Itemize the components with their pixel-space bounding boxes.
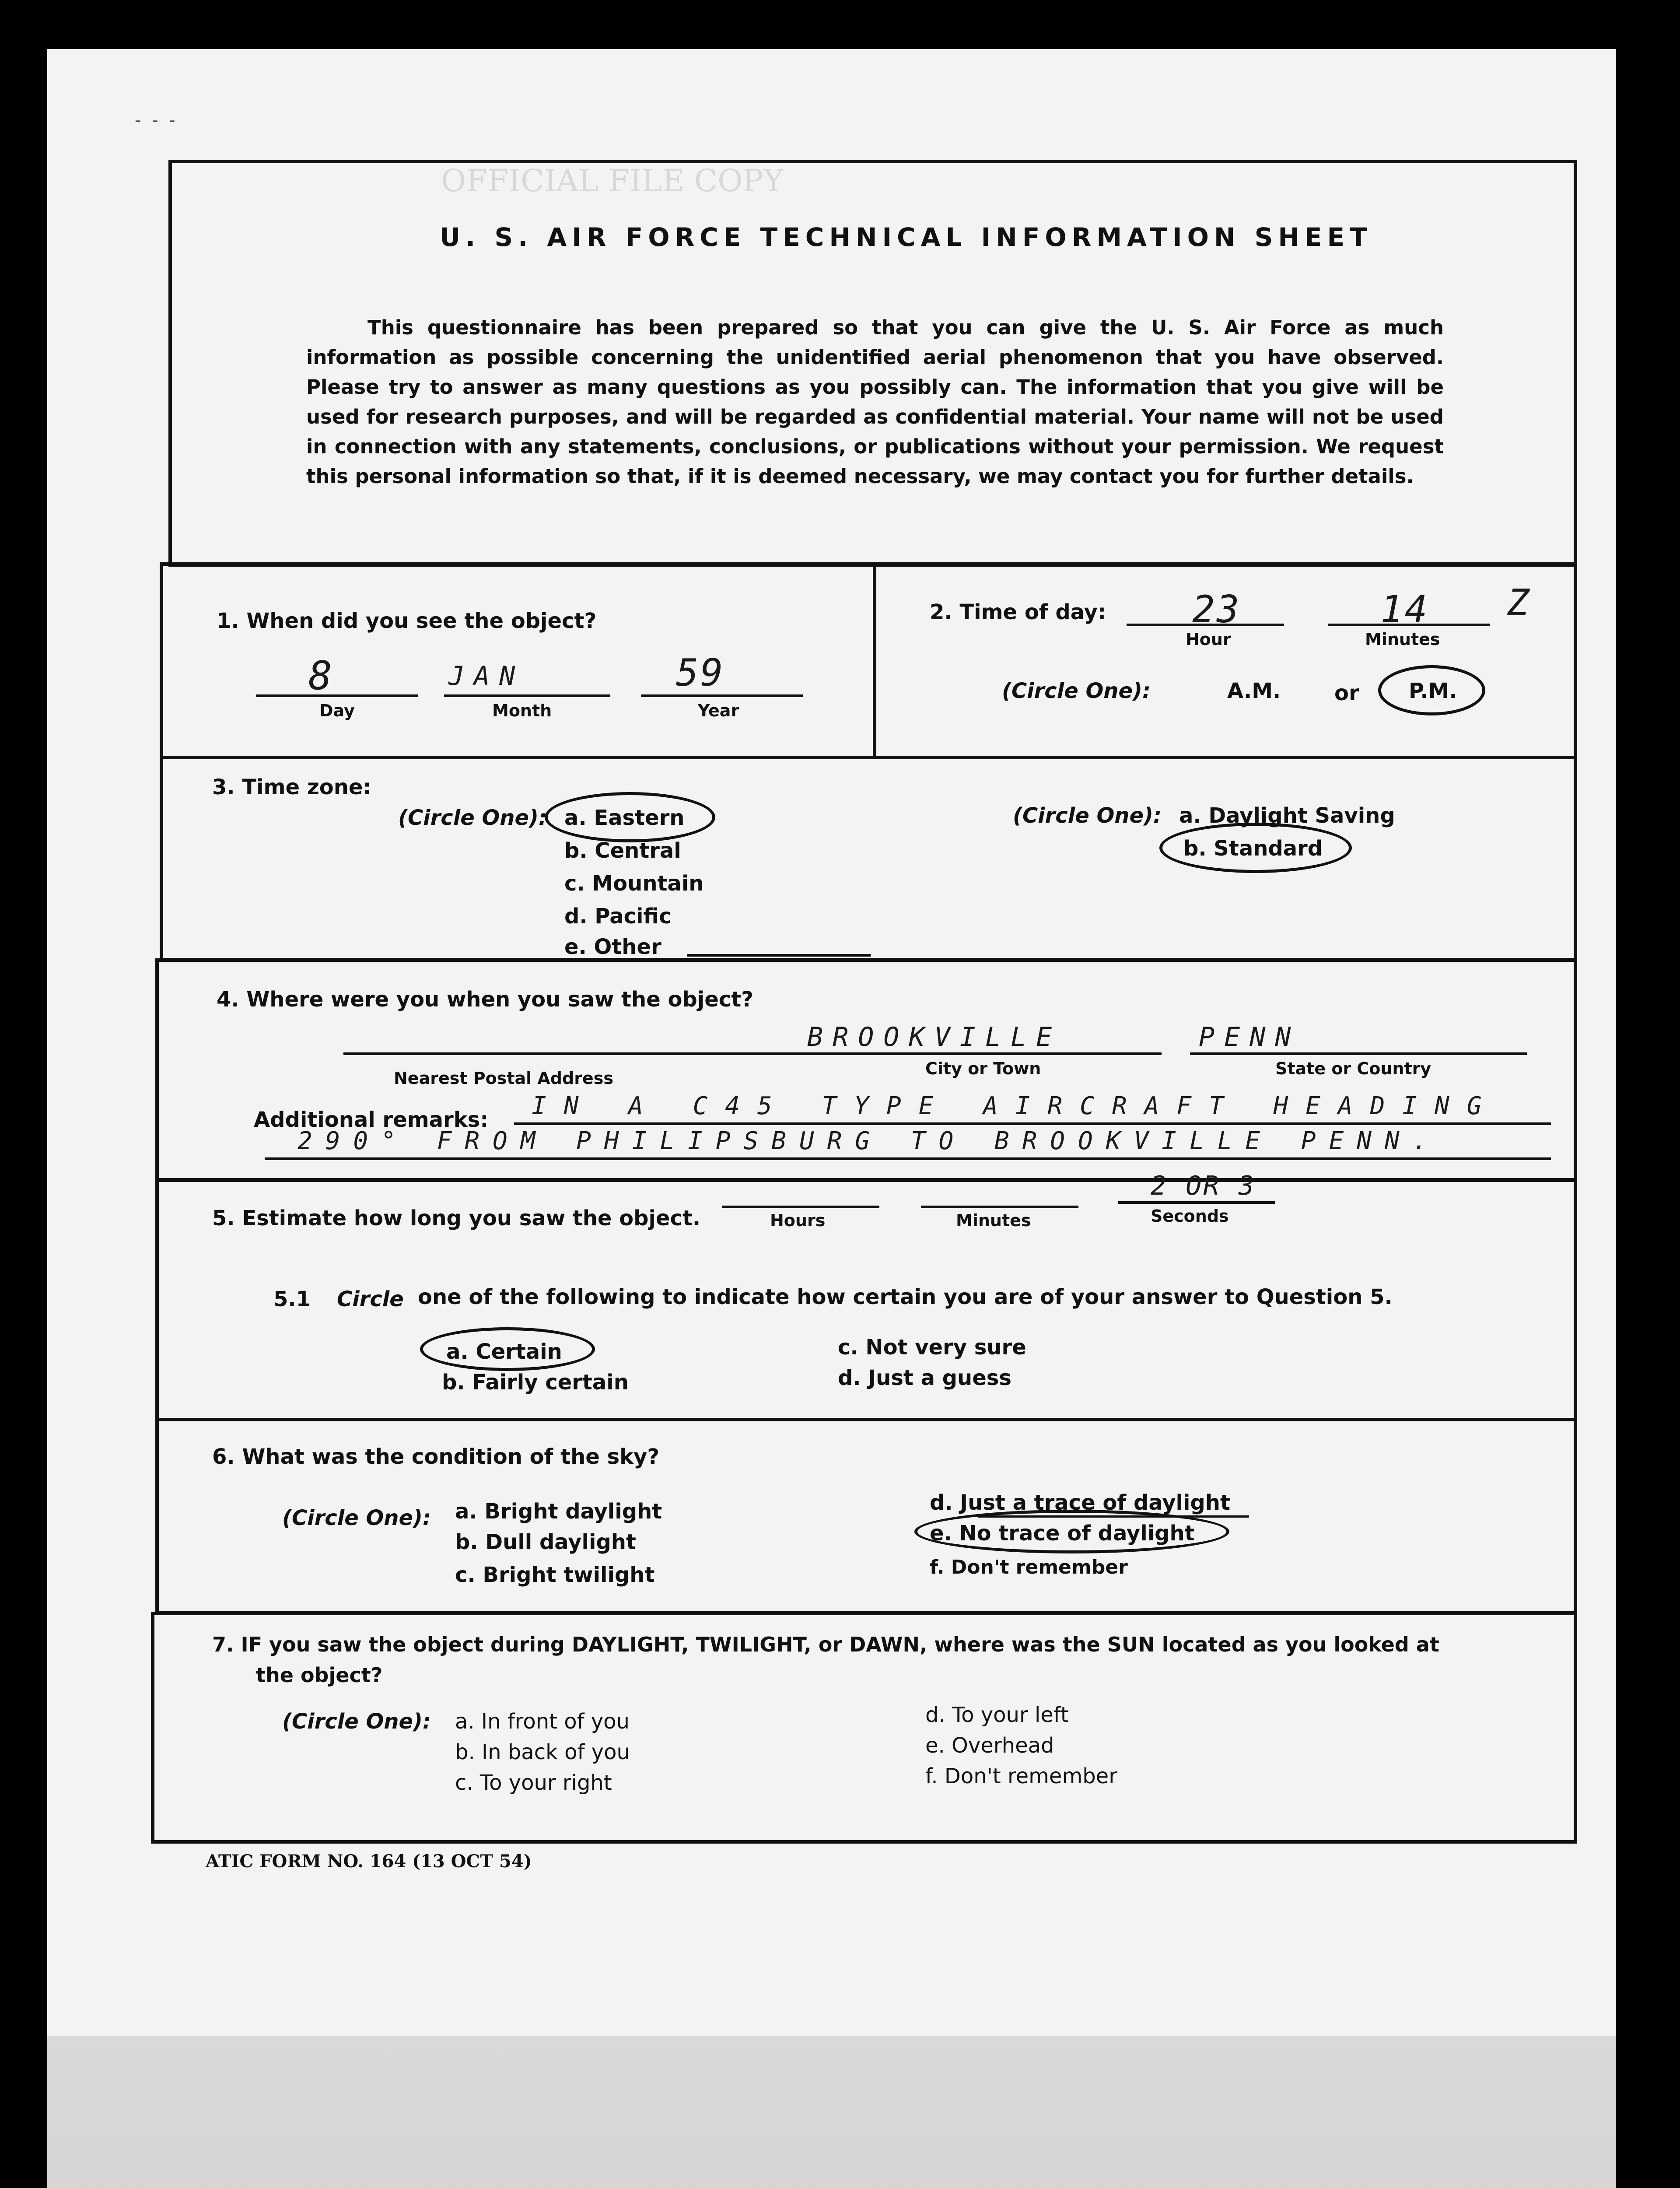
q2-pm: P.M. — [1409, 679, 1457, 703]
q4-state-value: PENN — [1199, 1022, 1301, 1052]
q2-question: 2. Time of day: — [930, 600, 1106, 624]
q6-option-e-circle — [914, 1510, 1229, 1553]
q4-remarks-line-1: IN A C45 TYPE AIRCRAFT HEADING — [532, 1092, 1499, 1120]
q1-month-line — [444, 694, 610, 697]
q6-circle-one: (Circle One): — [282, 1506, 431, 1530]
q3-question: 3. Time zone: — [212, 775, 371, 799]
q3-standard: b. Standard — [1183, 836, 1323, 861]
q4-remarks-underline-1 — [514, 1122, 1551, 1125]
q5-option-just-a-guess: d. Just a guess — [838, 1366, 1012, 1390]
q1-month-value: JAN — [448, 661, 525, 691]
q7-option-c: c. To your right — [455, 1771, 612, 1795]
q2-minutes-line — [1328, 624, 1490, 626]
q5-seconds-label: Seconds — [1151, 1206, 1229, 1226]
q3-daylight-saving: a. Daylight Saving — [1179, 803, 1395, 828]
q5-option-not-very-sure: c. Not very sure — [838, 1335, 1026, 1360]
q3-zone-eastern: a. Eastern — [564, 806, 685, 830]
q1-q2-divider — [873, 562, 876, 759]
q1-year-value: 59 — [676, 651, 725, 695]
q4-city-line — [798, 1052, 1162, 1055]
q7-option-d: d. To your left — [925, 1703, 1069, 1727]
q3-zone-mountain: c. Mountain — [564, 871, 704, 896]
q2-hour-label: Hour — [1186, 630, 1231, 649]
q4-city-value: BROOKVILLE — [807, 1022, 1062, 1052]
q2-minutes-label: Minutes — [1365, 630, 1440, 649]
q3-circle-one: (Circle One): — [398, 806, 547, 830]
q6-option-f: f. Don't remember — [930, 1556, 1128, 1578]
q2-hour-value: 23 — [1192, 588, 1241, 631]
q1-year-line — [641, 694, 803, 697]
q3-circle-one-2: (Circle One): — [1013, 803, 1162, 828]
q6-question: 6. What was the condition of the sky? — [212, 1445, 660, 1469]
q5-seconds-line — [1118, 1201, 1275, 1204]
corner-mark: - - - — [135, 110, 178, 130]
q3-zone-other: e. Other — [564, 935, 662, 959]
q4-postal-line — [343, 1052, 829, 1055]
form-intro: This questionnaire has been prepared so that you can give the U. S. Air Force as much information as possible concerning the unidentified aerial phenomenon that you have observed. Please try to answer as many questions as you possibly can. The information that you give will be used for research purposes, and will be regarded as confidential material. Your name will not be used in connection with any statements, conclusions, or publications without your permission. We request this personal information so that, if it is deemed necessary, we may contact you for further details. — [306, 316, 1444, 488]
q6-option-d: d. Just a trace of daylight — [930, 1490, 1230, 1515]
q5-minutes-label: Minutes — [956, 1211, 1031, 1230]
q51-question: one of the following to indicate how certain you are of your answer to Question 5. — [418, 1285, 1393, 1309]
q51-circle-word: Circle — [337, 1287, 404, 1311]
form-title: U. S. AIR FORCE TECHNICAL INFORMATION SHEET — [440, 222, 1372, 252]
q6-option-b: b. Dull daylight — [455, 1530, 636, 1554]
q7-circle-one: (Circle One): — [282, 1709, 431, 1734]
q7-option-b: b. In back of you — [455, 1740, 630, 1764]
q4-remarks-label: Additional remarks: — [254, 1108, 489, 1132]
q3-zone-pacific: d. Pacific — [564, 904, 672, 929]
scan-background — [47, 2036, 1616, 2188]
q1-q2-box — [160, 562, 1577, 759]
q4-remarks-underline-2 — [265, 1157, 1551, 1160]
q4-state-label: State or Country — [1275, 1059, 1432, 1078]
q5-minutes-line — [921, 1206, 1078, 1208]
q5-hours-label: Hours — [770, 1211, 826, 1230]
q2-pm-circle — [1378, 665, 1485, 715]
q3-box — [160, 756, 1577, 961]
q4-state-line — [1190, 1052, 1527, 1055]
q6-option-c: c. Bright twilight — [455, 1563, 655, 1587]
q2-am: A.M. — [1227, 679, 1281, 703]
form-number: ATIC FORM NO. 164 (13 OCT 54) — [206, 1851, 532, 1872]
q1-month-label: Month — [492, 701, 552, 720]
q3-zone-central: b. Central — [564, 838, 681, 863]
q6-option-e: e. No trace of daylight — [930, 1521, 1195, 1546]
q1-day-label: Day — [319, 701, 355, 720]
q1-day-line — [256, 694, 418, 697]
q4-question: 4. Where were you when you saw the object? — [217, 987, 754, 1012]
q5-seconds-value: 2 OR 3 — [1151, 1171, 1256, 1201]
technical-information-form — [151, 160, 1577, 1844]
q2-or: or — [1334, 681, 1359, 705]
q1-question: 1. When did you see the object? — [217, 609, 597, 633]
q7-option-a: a. In front of you — [455, 1709, 630, 1734]
q2-minutes-value: 14 — [1380, 588, 1429, 631]
q2-circle-one: (Circle One): — [1002, 679, 1151, 703]
q5-option-certain: a. Certain — [446, 1339, 562, 1364]
q5-certain-circle — [420, 1327, 595, 1371]
q3-standard-circle — [1159, 823, 1352, 873]
q7-option-e: e. Overhead — [925, 1733, 1054, 1758]
q3-other-line — [687, 954, 871, 957]
q2-zone-mark: Z — [1507, 581, 1531, 624]
q7-question-line-1: 7. IF you saw the object during DAYLIGHT, TWILIGHT, or DAWN, where was the SUN located as you looked at — [212, 1633, 1439, 1656]
q5-question: 5. Estimate how long you saw the object. — [212, 1206, 701, 1231]
q7-question-line-2: the object? — [256, 1663, 383, 1687]
q4-remarks-line-2: 290° FROM PHILIPSBURG TO BROOKVILLE PENN. — [298, 1127, 1441, 1155]
q1-day-value: 8 — [308, 653, 334, 699]
q7-option-f: f. Don't remember — [925, 1764, 1117, 1788]
bleed-through-text: OFFICIAL FILE COPY — [441, 163, 784, 199]
q3-eastern-circle — [545, 792, 715, 842]
q51-number: 5.1 — [273, 1287, 311, 1311]
q4-postal-label: Nearest Postal Address — [394, 1069, 613, 1088]
q1-year-label: Year — [698, 701, 739, 720]
q6-option-a: a. Bright daylight — [455, 1499, 662, 1524]
q2-hour-line — [1127, 624, 1284, 626]
q4-city-label: City or Town — [925, 1059, 1041, 1078]
q5-hours-line — [722, 1206, 879, 1208]
q5-option-fairly-certain: b. Fairly certain — [442, 1370, 629, 1395]
